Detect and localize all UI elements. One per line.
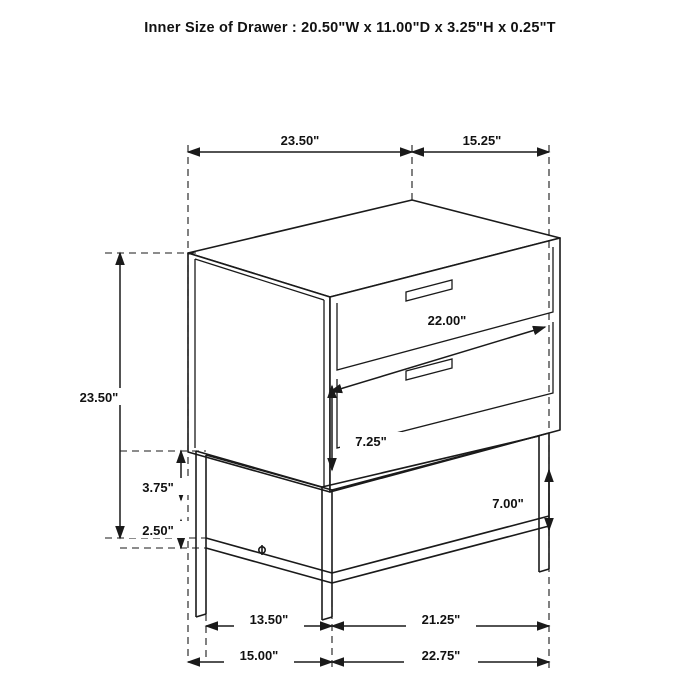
dim-base-front-inner: 13.50" (249, 612, 289, 627)
dim-base-side-inner: 21.25" (421, 612, 461, 627)
dim-drawer-inner-width: 22.00" (427, 313, 467, 328)
dim-base-front-outer: 15.00" (239, 648, 279, 663)
dim-side-depth-lower: 7.00" (492, 496, 524, 511)
dim-base-side-outer: 22.75" (421, 648, 461, 663)
dim-leg-lower: 2.50" (142, 523, 174, 538)
dim-top-width-front: 23.50" (280, 133, 320, 148)
dim-overall-height: 23.50" (79, 390, 119, 405)
dim-leg-upper: 3.75" (142, 480, 174, 495)
dim-drawer-stack-height: 7.25" (355, 434, 387, 449)
page-title: Inner Size of Drawer : 20.50"W x 11.00"D x 3.25"H x 0.25"T (144, 20, 556, 36)
dim-top-width-side: 15.25" (462, 133, 502, 148)
